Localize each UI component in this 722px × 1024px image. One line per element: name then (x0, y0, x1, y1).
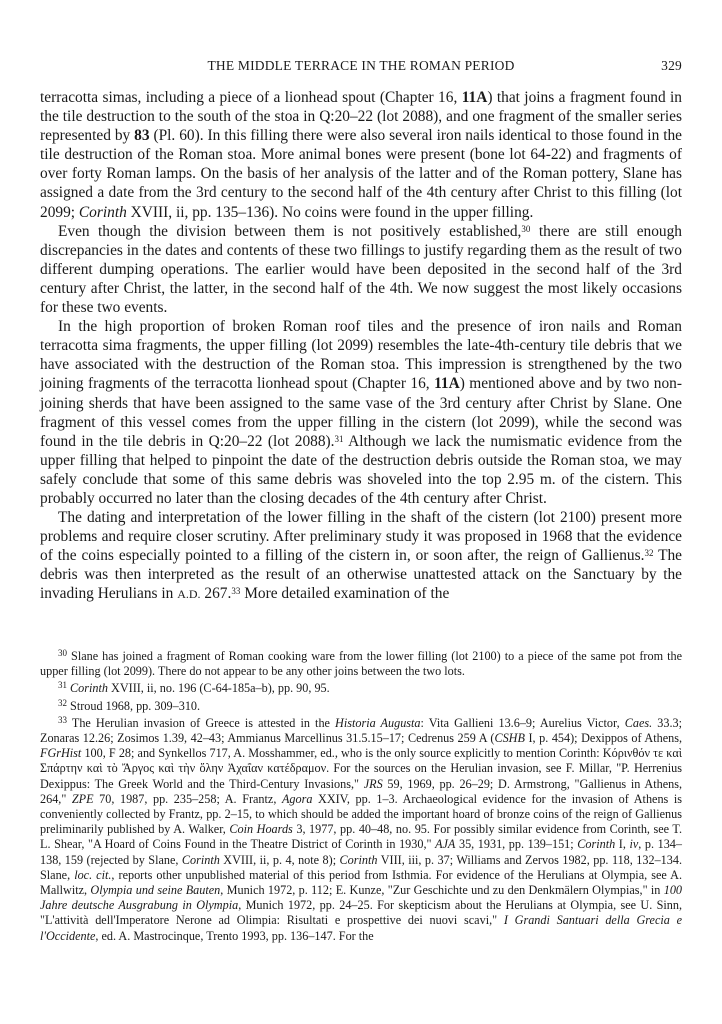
text-run: 267. (200, 585, 232, 603)
text-run: The debris was then interpreted as the result of an otherwise unattested attack on the Sanctuary by the invading Herulians in (40, 547, 682, 603)
italic-title: I Grandi Santuari della Grecia e l'Occidente (40, 913, 682, 943)
text-run: 100, F 28; and Synkellos 717, A. Mosshammer, ed., who is the only source explicitly to mention Corinth: Κόρινθόν τε καὶ Σπάρτην καὶ τὸ Ἄργος καὶ τὴν ὅλην Ἀχαΐαν κατέδραμον. For the sources on the Herulian invasion, see F. Millar, "P. Herrenius Dexippus: The Greek World and the Third-Century Invasions," (40, 746, 682, 791)
footnote-number: 30 (58, 648, 67, 658)
italic-title: Corinth (339, 852, 378, 867)
italic-title: Historia Augusta (335, 715, 421, 730)
text-run: there are still enough discrepancies in the dates and contents of these two fillings to justify regarding them as the result of two different dumping operations. The earlier would have been deposited in the second half of the 3rd century after Christ, the latter, in the second half of the 4th. We now suggest the most likely occasions for these two events. (40, 222, 682, 317)
text-run: : Vita Gallieni 13.6–9; Aurelius Victor, (420, 715, 625, 730)
text-run: The Herulian invasion of Greece is attested in the (67, 715, 336, 730)
running-title: THE MIDDLE TERRACE IN THE ROMAN PERIOD (207, 58, 515, 73)
footnote-number: 31 (58, 680, 67, 691)
italic-title: Olympia und seine Bauten (90, 883, 221, 898)
italic-title: Caes. (624, 715, 653, 730)
footnote-30 (40, 649, 682, 679)
text-run: , ed. A. Mastrocinque, Trento 1993, pp. 136–147. For the (95, 928, 374, 943)
text-run: (Pl. 60). In this filling there were also several iron nails identical to those found in the tile destruction of the Roman stoa. More animal bones were present (bone lot 64-22) and fragments of over forty Roman lamps. On the basis of her analysis of the latter and of the Roman pottery, Slane has assigned a date from the 3rd century to the second half of the 4th century after Christ to this filling (lot 2099; (40, 127, 682, 221)
italic-title: FGrHist (40, 746, 82, 761)
catalogue-ref: 11A (434, 375, 460, 393)
footnote-number: 32 (58, 697, 67, 708)
italic-title: ZPE (71, 791, 94, 806)
text-run: I, p. 454); Dexippos of Athens, (524, 731, 682, 746)
italic-title: loc. cit. (74, 867, 112, 882)
italic-title: Corinth (78, 203, 127, 221)
text-run: VIII, iii, p. 37; Williams and Zervos 1982, pp. 118, 132–134. Slane, (40, 852, 682, 882)
italic-title: 100 Jahre deutsche Ausgrabung in Olympia (40, 883, 682, 913)
italic-title: iv (629, 837, 639, 852)
text-run: 35, 1931, pp. 139–151; (455, 837, 578, 852)
italic-title: JRS (363, 776, 383, 791)
italic-title: Corinth (577, 837, 616, 852)
italic-title: AJA (435, 837, 456, 852)
text-run: ) that joins a fragment found in the tile destruction to the south of the stoa in Q:20–22 (lot 2088), and one fragment of the smaller series represented by (40, 89, 683, 145)
text-run: Even though the division between them is not positively established, (58, 222, 522, 240)
text-run: terracotta simas, including a piece of a lionhead spout (Chapter 16, (40, 89, 462, 106)
text-run: I, (615, 837, 630, 852)
footnote-text: Slane has joined a fragment of Roman cooking ware from the lower filling (lot 2100) to a piece of the same pot from the upper filling (lot 2099). There do not appear to be any other joins between the two lots. (40, 649, 682, 679)
catalogue-ref: 83 (134, 127, 150, 145)
catalogue-ref: 11A (461, 89, 488, 106)
text-run: XXIV, pp. 1–3. Archaeological evidence for the invasion of Athens is conveniently collected by Frantz, pp. 2–15, to which should be added the important hoard of bronze coins of the reign of Gallienus preliminarily published by A. Walker, (40, 791, 682, 837)
paragraph-4 (40, 508, 682, 604)
text-run: XVIII, ii, pp. 135–136). No coins were found in the upper filling. (126, 203, 534, 221)
footnote-32 (40, 699, 682, 714)
era-abbrev: A.D. (177, 587, 201, 602)
paragraph-1 (40, 88, 682, 222)
text-run: , Munich 1972, pp. 24–25. For skepticism about the Herulians at Olympia, see U. Sinn, "L'attività dell'Imperatore Nerone ad Olimpia: Risultati e prospettive dei nuovi scavi," (40, 898, 682, 928)
italic-title: Corinth (181, 852, 220, 867)
footnote-text: XVIII, ii, no. 196 (C-64-185a–b), pp. 90, 95. (107, 681, 330, 696)
main-text (40, 88, 682, 605)
footnote-ref-33[interactable]: 33 (231, 586, 241, 597)
italic-title: Corinth (70, 681, 108, 696)
footnotes (40, 649, 682, 944)
text-run: , reports other unpublished material of this period from Isthmia. For evidence of the Herulians at Olympia, see A. Mallwitz, (40, 867, 683, 898)
footnote-31 (40, 681, 682, 696)
text-run: Although we lack the numismatic evidence from the upper filling that helped to pinpoint the date of the destruction debris outside the Roman stoa, we may safely conclude that some of this same debris was shoveled into the top 2.95 m. of the cistern. This probably occurred no later than the closing decades of the 4th century after Christ. (40, 432, 682, 507)
footnote-ref-32[interactable]: 32 (644, 548, 654, 559)
italic-title: Agora (281, 791, 313, 806)
page-number: 329 (661, 58, 682, 73)
footnote-text: Stroud 1968, pp. 309–310. (67, 698, 201, 713)
page-header (40, 58, 682, 78)
text-run: 59, 1969, pp. 26–29; D. Armstrong, "Gallienus in Athens, 264," (40, 776, 682, 806)
footnote-number: 33 (58, 714, 67, 725)
text-run: 33.3; Zonaras 12.26; Zosimos 1.39, 42–43; Ammianus Marcellinus 31.5.15–17; Cedrenus 259 A ( (40, 715, 682, 746)
footnote-ref-30[interactable]: 30 (521, 223, 531, 234)
text-run: , p. 134–138, 159 (rejected by Slane, (40, 837, 682, 867)
italic-title: Coin Hoards (229, 822, 293, 837)
footnote-ref-31[interactable]: 31 (334, 433, 344, 444)
text-run: More detailed examination of the (240, 585, 450, 603)
italic-title: CSHB (494, 731, 525, 746)
paragraph-3 (40, 317, 682, 508)
text-run: In the high proportion of broken Roman roof tiles and the presence of iron nails and Roman terracotta sima fragments, the upper filling (lot 2099) resembles the late-4th-century tile debris that we have associated with the destruction of the Roman stoa. This impression is strengthened by the two joining fragments of the terracotta lionhead spout (Chapter 16, (40, 318, 682, 393)
text-run: 3, 1977, pp. 40–48, no. 95. For possibly similar evidence from Corinth, see T. L. Shear, "A Hoard of Coins Found in the Theatre District of Corinth in 1930," (40, 822, 683, 852)
text-run: ) mentioned above and by two non-joining sherds that have been assigned to the same vase of the 3rd century after Christ by Slane. One fragment of this vessel comes from the upper filling in the cistern (lot 2099), while the second was found in the tile debris in Q:20–22 (lot 2088). (40, 375, 682, 450)
text-run: 70, 1987, pp. 235–258; A. Frantz, (93, 791, 282, 806)
paragraph-2 (40, 222, 682, 317)
text-run: XVIII, ii, p. 4, note 8); (219, 852, 340, 867)
footnote-33 (40, 716, 682, 944)
text-run: , Munich 1972, p. 112; E. Kunze, "Zur Geschichte und zu den Denkmälern Olympias," in (220, 883, 664, 898)
text-run: The dating and interpretation of the lower filling in the shaft of the cistern (lot 2100) present more problems and require closer scrutiny. After preliminary study it was proposed in 1968 that the evidence of the coins especially pointed to a filling of the cistern in, or soon after, the reign of Gallienus. (40, 509, 682, 565)
